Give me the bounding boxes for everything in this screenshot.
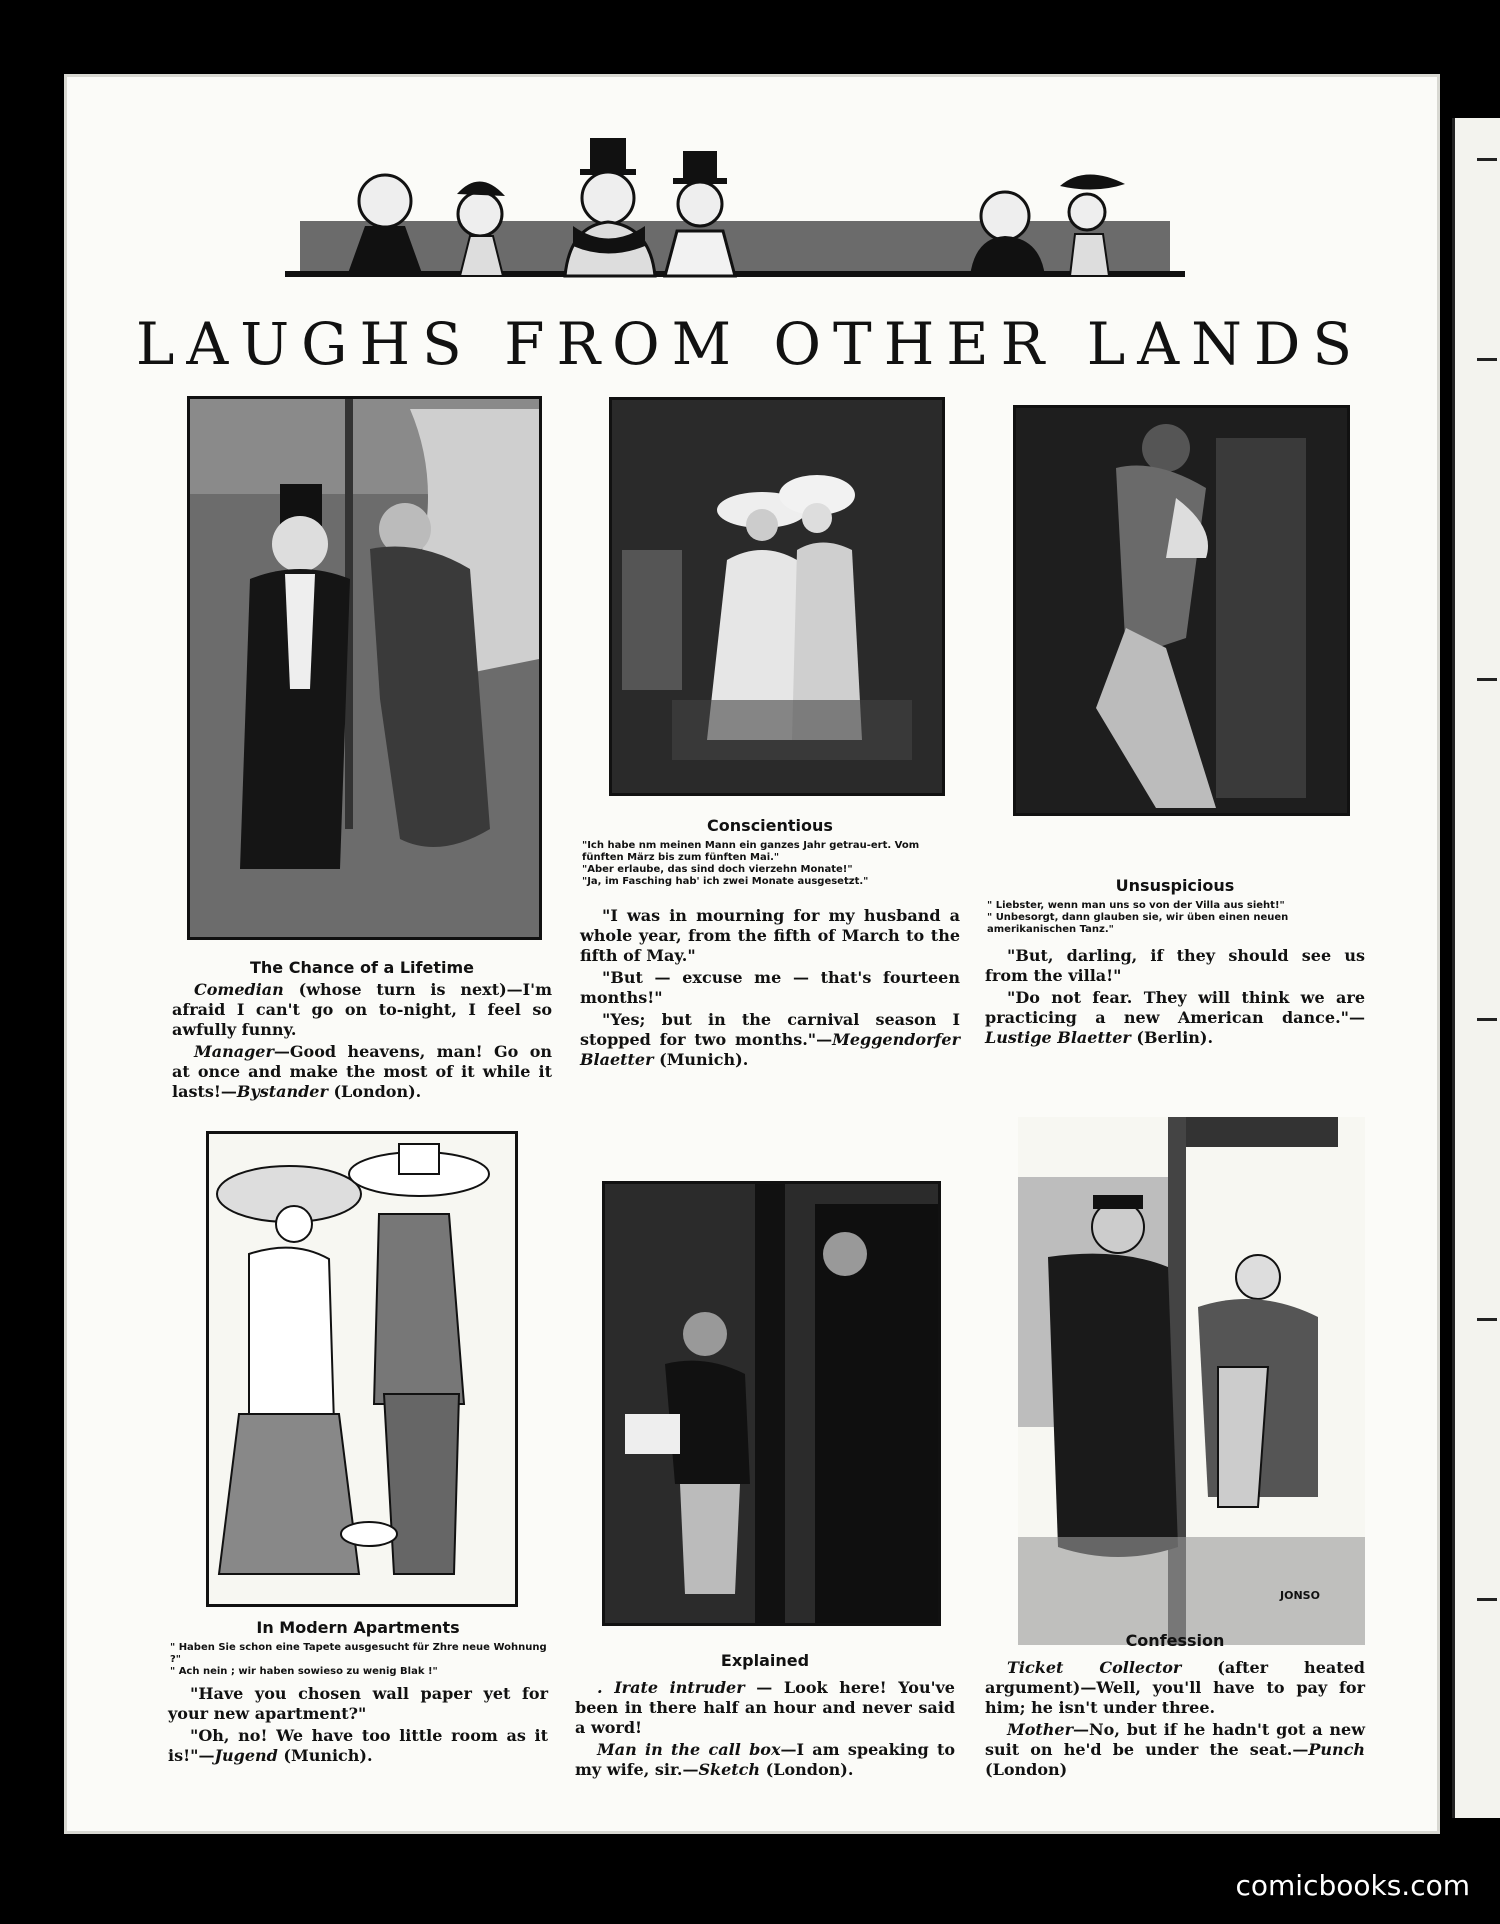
site-watermark: comicbooks.com <box>1235 1869 1470 1902</box>
two-women-with-dog-illustration <box>206 1131 518 1607</box>
caption-title-1: The Chance of a Lifetime <box>250 958 474 977</box>
german-text-2: "Ich habe nm meinen Mann ein ganzes Jahr getrau-ert. Vom fünften März bis zum fünften Mai." "Aber erlaube, das sind doch vierzehn Monate!" "Ja, im Fasching hab' ich zwei Monate ausgesetzt." <box>582 840 920 887</box>
caption-title-3: Unsuspicious <box>1115 876 1235 895</box>
caption-body-5: . Irate intruder — Look here! You've been in there half an hour and never said a word! Man in the call box—I am speaking to my wife, sir.—Sketch (London). <box>575 1678 955 1779</box>
german-text-3: " Liebster, wenn man uns so von der Villa aus sieht!" " Unbesorgt, dann glauben sie, wir üben einen neuen amerikanischen Tanz." <box>987 900 1289 935</box>
caption-body-4: "Have you chosen wall paper yet for your new apartment?" "Oh, no! We have too little room as it is!"—Jugend (Munich). <box>168 1684 548 1765</box>
german-text-4: " Haben Sie schon eine Tapete ausgesucht für Zhre neue Wohnung ?" " Ach nein ; wir haben sowieso zu wenig Blak !" <box>170 1642 547 1677</box>
caption-body-6: Ticket Collector (after heated argument)—Well, you'll have to pay for him; he isn't under three. Mother—No, but if he hadn't got a new suit on he'd be under the seat.—Punch (London) <box>985 1658 1365 1779</box>
two-women-in-mourning-illustration <box>609 397 945 796</box>
dancing-couple-illustration <box>1013 405 1350 816</box>
caption-body-3: "But, darling, if they should see us from the villa!" "Do not fear. They will think we are practicing a new American dance."—Lustige Blaetter (Berlin). <box>985 946 1365 1047</box>
caption-body-1: Comedian (whose turn is next)—I'm afraid I can't go on to-night, I feel so awfully funny. Manager—Good heavens, man! Go on at once and make the most of it while it lasts!—Bystander (London). <box>172 980 552 1101</box>
train-compartment-illustration <box>1018 1117 1365 1645</box>
cartoon-figures-banner <box>225 76 1205 291</box>
page-title: LAUGHS FROM OTHER LANDS <box>135 310 1365 378</box>
caption-title-5: Explained <box>720 1651 810 1670</box>
call-box-illustration <box>602 1181 941 1626</box>
artist-signature: JONSO <box>1280 1589 1320 1602</box>
caption-title-2: Conscientious <box>707 816 833 835</box>
caption-title-4: In Modern Apartments <box>256 1618 460 1637</box>
comedian-and-manager-illustration <box>187 396 542 940</box>
caption-body-2: "I was in mourning for my husband a whole year, from the fifth of March to the fifth of May." "But — excuse me — that's fourteen months!" "Yes; but in the carnival season I stopped for two months."—Meggendorfer Blaetter (Munich). <box>580 906 960 1069</box>
caption-title-6: Confession <box>1125 1631 1225 1650</box>
